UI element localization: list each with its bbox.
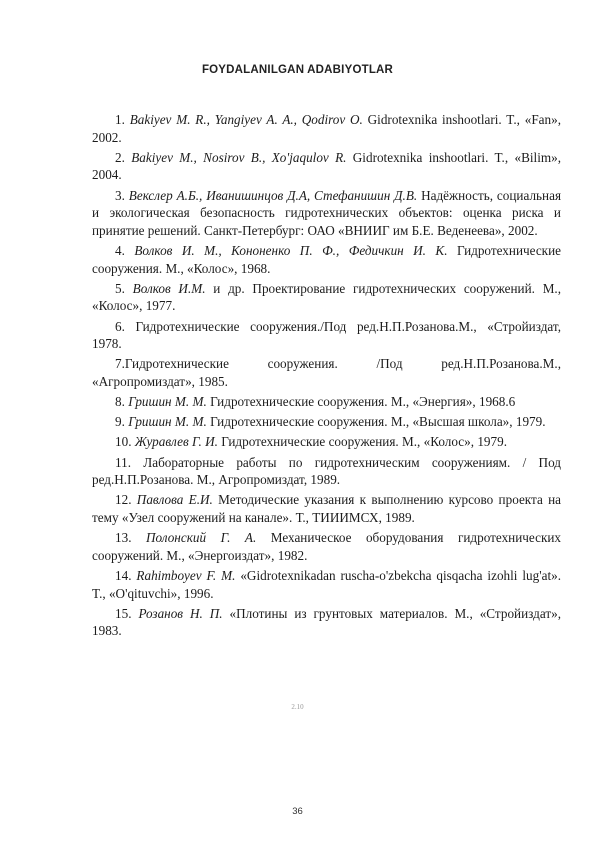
reference-number: 13. <box>115 530 132 546</box>
reference-text: Гидротехнические сооружения. /Под ред.Н.П.Розанова.М., «Агропромиздат», 1985. <box>92 356 561 389</box>
reference-item <box>92 529 561 564</box>
reference-number: 6. <box>115 318 125 334</box>
reference-item <box>92 280 561 315</box>
reference-authors: Rahimboyev F. M. <box>136 567 236 583</box>
reference-authors: Векслер А.Б., Иванишинцов Д.А, Стефанишин Д.В. <box>128 187 418 203</box>
reference-item <box>92 567 561 602</box>
reference-number: 4. <box>115 242 125 258</box>
reference-authors: Bakiyev M., Nosirov B., Xo'jaqulov R. <box>131 149 347 165</box>
reference-item <box>92 318 561 353</box>
reference-item <box>92 433 561 451</box>
reference-number: 10. <box>115 434 132 450</box>
reference-authors: Гришин М. М. <box>128 394 207 410</box>
reference-item <box>92 605 561 640</box>
reference-item <box>92 242 561 277</box>
reference-text: и др. Проектирование гидротехнических сооружений. М., «Колос», 1977. <box>92 280 562 314</box>
reference-number: 2. <box>115 149 125 165</box>
reference-text: «Плотины из грунтовых материалов. М., «Стройиздат», 1983. <box>92 605 562 639</box>
reference-number: 1. <box>115 112 125 127</box>
reference-number: 12. <box>115 492 132 508</box>
reference-text: Gidrotexnika inshootlari. T., «Bilim», 2004. <box>92 149 562 183</box>
reference-text: «Gidrotexnikadan ruscha-o'zbekcha qisqacha izohli lug'at». T., «O'qituvchi», 1996. <box>92 567 562 601</box>
reference-text: Надёжность, социальная и экологическая безопасность гидротехнических объектов: оценка риска и принятие решений. Санкт-Петербург: ОАО «ВНИИГ им Б.Е. Веденеева», 2002. <box>92 187 562 238</box>
reference-text: Гидротехнические сооружения. М., «Колос», 1968. <box>92 242 561 276</box>
reference-text: Gidrotexnika inshootlari. T., «Fan», 2002. <box>92 112 562 145</box>
reference-item <box>92 491 561 526</box>
reference-authors: Полонский Г. А. <box>146 530 257 546</box>
reference-authors: Журавлев Г. И. <box>134 434 218 450</box>
reference-number: 3. <box>115 187 125 203</box>
reference-item <box>92 111 561 146</box>
reference-number: 9. <box>115 414 125 430</box>
reference-list <box>92 111 561 643</box>
reference-item <box>92 187 561 240</box>
reference-authors: Гришин М. М. <box>128 414 207 430</box>
reference-number: 15. <box>115 605 132 621</box>
reference-authors: Розанов Н. П. <box>138 605 223 621</box>
reference-item <box>92 149 561 184</box>
reference-authors: Павлова Е.И. <box>136 492 213 508</box>
scan-artifact-text: 2.10 <box>291 703 304 711</box>
reference-text: Гидротехнические сооружения. М., «Высшая школа», 1979. <box>210 414 546 430</box>
reference-number: 14. <box>115 567 132 583</box>
reference-authors: Волков И.М. <box>132 280 206 296</box>
reference-item <box>92 393 561 411</box>
reference-number: 11. <box>115 454 131 470</box>
reference-item <box>92 413 561 431</box>
page-number: 36 <box>292 806 303 817</box>
reference-text: Гидротехнические сооружения./Под ред.Н.П.Розанова.М., «Стройиздат, 1978. <box>92 318 561 352</box>
reference-text: Гидротехнические сооружения. М., «Энергия», 1968.6 <box>210 394 516 410</box>
reference-number: 5. <box>115 280 125 296</box>
reference-number: 8. <box>115 394 125 410</box>
reference-authors: Bakiyev M. R., Yangiyev A. A., Qodirov O. <box>129 112 363 127</box>
reference-item <box>92 355 561 390</box>
reference-text: Механическое оборудования гидротехнических сооружений. М., «Энергоиздат», 1982. <box>92 530 562 563</box>
reference-item <box>92 454 561 489</box>
reference-text: Лабораторные работы по гидротехническим сооружениям. / Под ред.Н.П.Розанова. М., Агропромиздат, 1989. <box>92 454 561 488</box>
reference-text: Гидротехнические сооружения. М., «Колос», 1979. <box>221 434 507 450</box>
reference-text: Методические указания к выполнению курсово проекта на тему «Узел сооружений на канале». Т., ТИИИМСХ, 1989. <box>92 492 562 525</box>
reference-number: 7. <box>115 356 125 372</box>
reference-authors: Волков И. М., Кононенко П. Ф., Федичкин И. К. <box>134 242 448 258</box>
page-title: FOYDALANILGAN ADABIYOTLAR <box>201 64 394 76</box>
